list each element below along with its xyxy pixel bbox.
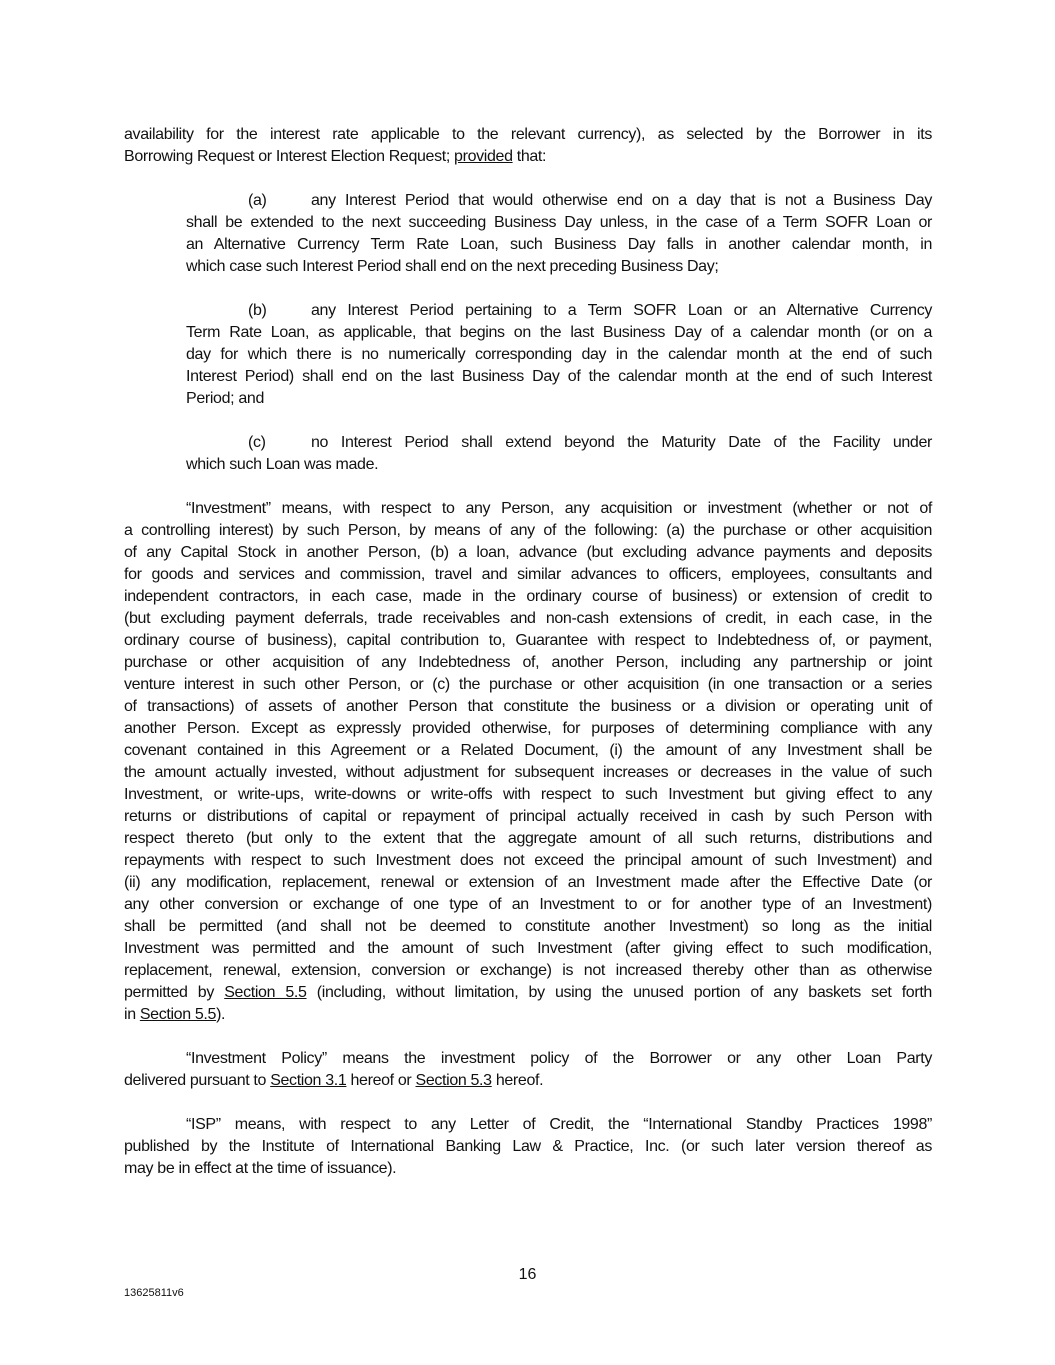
text-line — [186, 234, 932, 256]
text-run: venture interest in such other Person, or (c) the purchase or other acquisition (in one transaction or a series — [124, 676, 932, 693]
text-line — [124, 542, 932, 564]
text-run: which case such Interest Period shall end on the next preceding Business Day; — [186, 258, 719, 275]
text-line — [186, 454, 932, 476]
text-line — [124, 652, 932, 674]
section-reference-link[interactable]: Section 5.5 — [224, 984, 307, 1001]
text-run: covenant contained in this Agreement or a Related Document, (i) the amount of any Investment shall be — [124, 742, 932, 759]
text-line — [124, 718, 932, 740]
text-line — [124, 1114, 932, 1136]
text-line — [124, 894, 932, 916]
text-run: ). — [216, 1006, 226, 1023]
text-line — [186, 322, 932, 344]
text-line — [186, 256, 932, 278]
section-reference-link[interactable]: Section 5.3 — [415, 1072, 492, 1089]
section-reference-link[interactable]: provided — [454, 148, 513, 165]
document-body — [124, 124, 932, 1202]
text-run: permitted by — [124, 984, 225, 1001]
text-line — [124, 146, 932, 168]
text-run: (ii) any modification, replacement, renewal or extension of an Investment made after the Effective Date (or — [124, 874, 932, 891]
document-id: 13625811v6 — [124, 1287, 184, 1299]
text-line — [124, 762, 932, 784]
text-line — [124, 630, 932, 652]
text-line — [124, 696, 932, 718]
text-run: ordinary course of business), capital contribution to, Guarantee with respect to Indebtedness of, or payment, — [124, 632, 932, 649]
text-line — [124, 586, 932, 608]
text-run: delivered pursuant to — [124, 1072, 271, 1089]
definition-paragraph — [124, 1048, 932, 1092]
text-run: in — [124, 1006, 140, 1023]
text-run: Interest Period) shall end on the last Business Day of the calendar month at the end of such Interest — [186, 368, 932, 385]
text-run: that: — [512, 148, 547, 165]
text-run: hereof. — [491, 1072, 544, 1089]
page-number: 16 — [518, 1266, 537, 1283]
text-run: shall be permitted (and shall not be deemed to constitute another Investment) so long as the initial — [124, 918, 932, 935]
text-line — [186, 366, 932, 388]
text-run: the amount actually invested, without adjustment for subsequent increases or decreases in the value of such — [124, 764, 932, 781]
text-line — [124, 564, 932, 586]
text-run: of transactions) of assets of another Person that constitute the business or a division or operating unit of — [124, 698, 932, 715]
text-line — [124, 872, 932, 894]
text-line — [124, 740, 932, 762]
text-line — [124, 784, 932, 806]
text-run: published by the Institute of International Banking Law & Practice, Inc. (or such later version thereof as — [124, 1138, 932, 1155]
text-line — [124, 1048, 932, 1070]
sub-clause — [124, 190, 932, 278]
text-run: a controlling interest) by such Person, by means of any of the following: (a) the purchase or other acquisition — [124, 522, 932, 539]
text-run: purchase or other acquisition of any Indebtedness of, another Person, including any partnership or joint — [124, 654, 932, 671]
text-line — [124, 124, 932, 146]
text-line — [124, 938, 932, 960]
text-line — [124, 608, 932, 630]
text-run: Term Rate Loan, as applicable, that begins on the last Business Day of a calendar month (or on a — [186, 324, 932, 341]
sub-clause — [124, 432, 932, 476]
text-line — [124, 1136, 932, 1158]
text-run: Borrowing Request or Interest Election Request; — [124, 148, 455, 165]
sub-clause — [124, 300, 932, 410]
text-run: returns or distributions of capital or repayment of principal actually received in cash by such Person with — [124, 808, 932, 825]
text-line — [124, 960, 932, 982]
clause-label: (c) — [248, 434, 266, 451]
text-run: hereof or — [346, 1072, 416, 1089]
text-line — [124, 520, 932, 542]
text-line — [124, 828, 932, 850]
text-run: replacement, renewal, extension, conversion or exchange) is not increased thereby other than as otherwise — [124, 962, 932, 979]
text-line — [124, 806, 932, 828]
section-reference-link[interactable]: Section 5.5 — [139, 1006, 217, 1023]
text-run: availability for the interest rate applicable to the relevant currency), as selected by the Borrower in its — [124, 126, 932, 143]
text-line — [124, 850, 932, 872]
text-run: another Person. Except as expressly provided otherwise, for purposes of determining compliance with any — [124, 720, 932, 737]
text-line — [124, 1004, 932, 1026]
text-run: Investment, or write-ups, write-downs or write-offs with respect to such Investment but giving effect to any — [124, 786, 932, 803]
text-run: independent contractors, in each case, made in the ordinary course of business) or extension of credit to — [124, 588, 932, 605]
text-run: of any Capital Stock in another Person, (b) a loan, advance (but excluding advance payments and deposits — [124, 544, 932, 561]
text-run: (including, without limitation, by using the unused portion of any baskets set forth — [306, 984, 932, 1001]
definition-paragraph — [124, 1114, 932, 1180]
text-run: “ISP” means, with respect to any Letter of Credit, the “International Standby Practices 1998” — [186, 1116, 932, 1133]
text-line — [124, 1158, 932, 1180]
text-line — [124, 982, 932, 1004]
section-reference-link[interactable]: Section 3.1 — [270, 1072, 347, 1089]
text-line — [124, 1070, 932, 1092]
text-run: respect thereto (but only to the extent that the aggregate amount of all such returns, distributions and — [124, 830, 932, 847]
text-run: shall be extended to the next succeeding Business Day unless, in the case of a Term SOFR Loan or — [186, 214, 932, 231]
text-run: Investment was permitted and the amount of such Investment (after giving effect to such modification, — [124, 940, 932, 957]
clause-label: (a) — [248, 192, 267, 209]
text-line — [124, 916, 932, 938]
text-line — [186, 388, 932, 410]
text-run: no Interest Period shall extend beyond the Maturity Date of the Facility under — [311, 434, 932, 451]
text-run: day for which there is no numerically corresponding day in the calendar month at the end of such — [186, 346, 932, 363]
text-run: (but excluding payment deferrals, trade receivables and non-cash extensions of credit, in each case, in the — [124, 610, 932, 627]
text-run: may be in effect at the time of issuance). — [124, 1160, 397, 1177]
text-line — [124, 498, 932, 520]
text-run: for goods and services and commission, travel and similar advances to officers, employees, consultants and — [124, 566, 932, 583]
text-line — [124, 674, 932, 696]
text-run: which such Loan was made. — [186, 456, 379, 473]
text-run: any Interest Period that would otherwise end on a day that is not a Business Day — [311, 192, 932, 209]
text-run: “Investment Policy” means the investment policy of the Borrower or any other Loan Party — [186, 1050, 932, 1067]
text-run: any Interest Period pertaining to a Term SOFR Loan or an Alternative Currency — [311, 302, 932, 319]
text-line — [186, 432, 932, 454]
definition-paragraph — [124, 498, 932, 1026]
text-run: “Investment” means, with respect to any Person, any acquisition or investment (whether or not of — [186, 500, 932, 517]
text-line — [186, 190, 932, 212]
text-line — [186, 212, 932, 234]
text-run: an Alternative Currency Term Rate Loan, such Business Day falls in another calendar month, in — [186, 236, 932, 253]
text-run: repayments with respect to such Investment does not exceed the principal amount of such Investment) and — [124, 852, 932, 869]
text-line — [186, 300, 932, 322]
text-line — [186, 344, 932, 366]
text-run: Period; and — [186, 390, 264, 407]
text-run: any other conversion or exchange of one type of an Investment to or for another type of an Investment) — [124, 896, 932, 913]
clause-label: (b) — [248, 302, 267, 319]
body-paragraph — [124, 124, 932, 168]
